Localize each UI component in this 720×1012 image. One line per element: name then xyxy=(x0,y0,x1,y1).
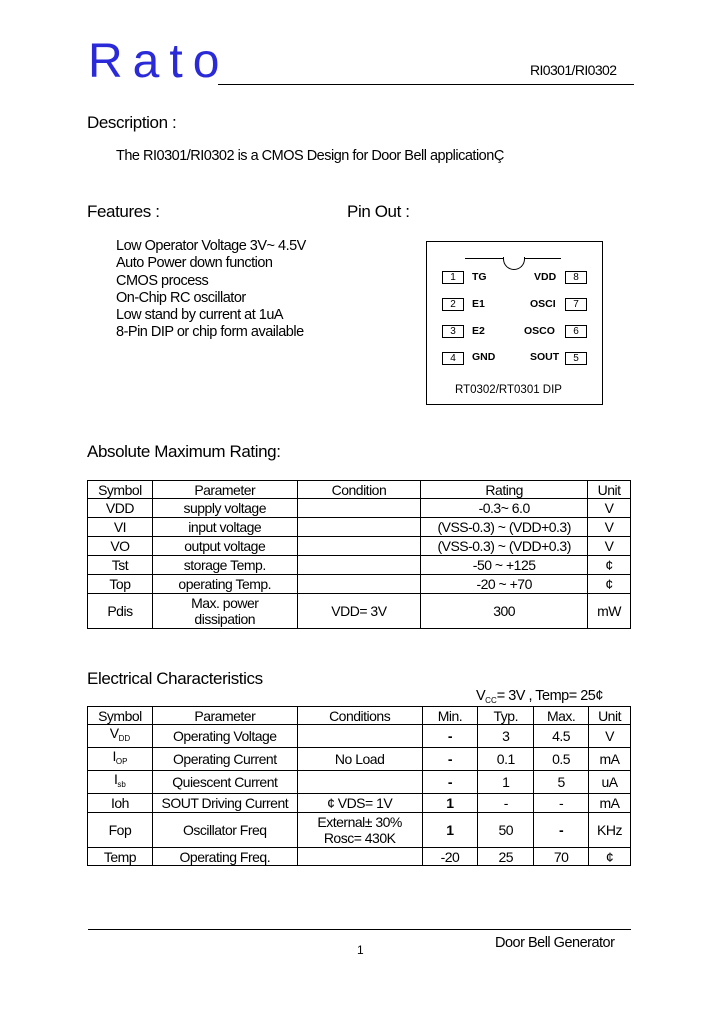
symbol-text: I xyxy=(112,748,116,764)
rating-cell: -0.3~ 6.0 xyxy=(421,499,588,518)
condition-cell xyxy=(297,518,421,537)
parameter-cell: input voltage xyxy=(152,518,297,537)
table-row xyxy=(88,499,631,518)
pin-3-number: 3 xyxy=(442,325,464,338)
pinout-caption: RT0302/RT0301 DIP xyxy=(455,384,562,396)
parameter-cell: Operating Voltage xyxy=(152,725,297,748)
parameter-cell xyxy=(152,594,297,629)
symbol-text: V xyxy=(109,725,119,741)
parameter-cell: Operating Freq. xyxy=(152,848,297,866)
table-row xyxy=(88,848,631,866)
table-header-row xyxy=(88,481,631,499)
header-cell: Condition xyxy=(297,481,421,499)
header-cell: Conditions xyxy=(297,707,422,725)
parameter-cell: Quiescent Current xyxy=(152,771,297,794)
parameter-cell: SOUT Driving Current xyxy=(152,794,297,813)
symbol-cell xyxy=(88,813,153,848)
condition-cell xyxy=(297,499,421,518)
pin-2-label: E1 xyxy=(472,298,485,310)
symbol-cell: VI xyxy=(88,518,153,537)
features-heading: Features : xyxy=(87,202,160,221)
unit-cell: uA xyxy=(589,771,631,794)
symbol-cell: VDD xyxy=(88,499,153,518)
symbol-cell: VO xyxy=(88,537,153,556)
parameter-cell: storage Temp. xyxy=(152,556,297,575)
unit-cell: mA xyxy=(589,748,631,771)
typ-cell: - xyxy=(478,794,534,813)
typ-cell: 50 xyxy=(478,813,534,848)
condition-cell xyxy=(297,575,421,594)
description-text: The RI0301/RI0302 is a CMOS Design for Door Bell applicationÇ xyxy=(116,148,504,164)
rating-cell: (VSS-0.3) ~ (VDD+0.3) xyxy=(421,537,588,556)
header-cell: Parameter xyxy=(152,481,297,499)
symbol-cell xyxy=(88,848,153,866)
symbol-text: I xyxy=(114,771,118,787)
header-cell: Max. xyxy=(534,707,589,725)
part-number: RI0301/RI0302 xyxy=(530,62,617,78)
symbol-text: Temp xyxy=(103,848,137,865)
parameter-line: Max. power xyxy=(191,595,259,611)
pin-4-label: GND xyxy=(472,351,496,363)
pin-2-number: 2 xyxy=(442,298,464,311)
parameter-cell: operating Temp. xyxy=(152,575,297,594)
pin-5-number: 5 xyxy=(565,352,587,365)
typ-cell: 1 xyxy=(478,771,534,794)
unit-cell: mW xyxy=(588,594,631,629)
conditions-cell xyxy=(297,848,422,866)
feature-item: 8-Pin DIP or chip form available xyxy=(116,324,304,341)
condition-cell xyxy=(297,556,421,575)
conditions-line: External± 30% xyxy=(317,814,402,830)
test-conditions xyxy=(476,688,603,705)
symbol-text: Ioh xyxy=(110,795,129,811)
electrical-table xyxy=(87,706,631,866)
features-list xyxy=(116,238,306,342)
pin-6-label: OSCO xyxy=(524,325,555,337)
min-cell: - xyxy=(422,748,478,771)
typ-cell: 0.1 xyxy=(478,748,534,771)
parameter-cell: output voltage xyxy=(152,537,297,556)
feature-item: Low Operator Voltage 3V~ 4.5V xyxy=(116,238,306,254)
conditions-cell: ¢ VDS= 1V xyxy=(297,794,422,813)
table-row xyxy=(88,748,631,771)
header-cell: Typ. xyxy=(478,707,534,725)
parameter-line: dissipation xyxy=(194,611,256,627)
max-cell: 4.5 xyxy=(534,725,589,748)
header-cell: Parameter xyxy=(152,707,297,725)
test-conditions-suffix: = 3V , Temp= 25¢ xyxy=(496,688,603,704)
header-cell: Min. xyxy=(422,707,478,725)
pin-8-number: 8 xyxy=(565,271,587,284)
unit-cell: V xyxy=(588,499,631,518)
max-cell: - xyxy=(534,813,589,848)
abs-max-table xyxy=(87,480,631,629)
conditions-cell: No Load xyxy=(297,748,422,771)
header-cell: Unit xyxy=(589,707,631,725)
min-cell: - xyxy=(422,725,478,748)
conditions-cell xyxy=(297,813,422,848)
table-row xyxy=(88,518,631,537)
rating-cell: -20 ~ +70 xyxy=(421,575,588,594)
rating-cell: -50 ~ +125 xyxy=(421,556,588,575)
min-cell: - xyxy=(422,771,478,794)
conditions-line: Rosc= 430K xyxy=(323,830,396,846)
feature-item: On-Chip RC oscillator xyxy=(116,289,246,306)
symbol-cell: Tst xyxy=(88,556,153,575)
rating-cell: (VSS-0.3) ~ (VDD+0.3) xyxy=(421,518,588,537)
max-cell: 5 xyxy=(534,771,589,794)
parameter-cell: Operating Current xyxy=(152,748,297,771)
min-cell: -20 xyxy=(422,848,478,866)
pin-8-label: VDD xyxy=(534,271,557,283)
unit-cell: mA xyxy=(589,794,631,813)
footer-title: Door Bell Generator xyxy=(495,935,615,951)
symbol-cell: Pdis xyxy=(88,594,153,629)
pin-4-number: 4 xyxy=(442,352,464,365)
test-conditions-prefix: V xyxy=(476,688,486,704)
header-cell: Symbol xyxy=(88,707,153,725)
max-cell: 0.5 xyxy=(534,748,589,771)
typ-cell: 3 xyxy=(478,725,534,748)
company-logo: Rato xyxy=(88,35,230,88)
max-cell: - xyxy=(534,794,589,813)
symbol-cell xyxy=(88,794,153,813)
table-row xyxy=(88,725,631,748)
feature-item: CMOS process xyxy=(116,272,209,289)
table-row xyxy=(88,813,631,848)
footer-rule xyxy=(88,929,631,930)
symbol-cell xyxy=(88,748,153,771)
page-number: 1 xyxy=(357,943,364,957)
table-row xyxy=(88,771,631,794)
abs-max-heading: Absolute Maximum Rating: xyxy=(87,442,281,461)
pin-1-label: TG xyxy=(472,271,487,283)
table-row xyxy=(88,575,631,594)
min-cell: 1 xyxy=(422,794,478,813)
pin-1-number: 1 xyxy=(442,271,464,284)
unit-cell: KHz xyxy=(589,813,631,848)
symbol-cell: Top xyxy=(88,575,153,594)
feature-item: Auto Power down function xyxy=(116,255,273,272)
parameter-cell: Oscillator Freq xyxy=(152,813,297,848)
max-cell: 70 xyxy=(534,848,589,866)
header-cell: Unit xyxy=(588,481,631,499)
condition-cell: VDD= 3V xyxy=(297,594,421,629)
table-row xyxy=(88,556,631,575)
table-row xyxy=(88,794,631,813)
pin-7-number: 7 xyxy=(565,298,587,311)
pin-5-label: SOUT xyxy=(530,351,560,363)
description-heading: Description : xyxy=(87,113,177,132)
electrical-heading: Electrical Characteristics xyxy=(87,669,263,688)
table-row xyxy=(88,594,631,629)
unit-cell: V xyxy=(588,537,631,556)
typ-cell: 25 xyxy=(478,848,534,866)
symbol-subscript: DD xyxy=(118,734,131,743)
header-cell: Rating xyxy=(421,481,588,499)
symbol-subscript: OP xyxy=(115,757,128,766)
symbol-text: Fop xyxy=(108,822,132,838)
conditions-cell xyxy=(297,771,422,794)
unit-cell: V xyxy=(589,725,631,748)
pinout-heading: Pin Out : xyxy=(347,202,410,221)
rating-cell: 300 xyxy=(421,594,588,629)
min-cell: 1 xyxy=(422,813,478,848)
feature-item: Low stand by current at 1uA xyxy=(116,307,284,324)
table-header-row xyxy=(88,707,631,725)
pin-6-number: 6 xyxy=(565,325,587,338)
unit-cell: V xyxy=(588,518,631,537)
test-conditions-sub: CC xyxy=(485,696,497,705)
unit-cell: ¢ xyxy=(588,575,631,594)
parameter-cell: supply voltage xyxy=(152,499,297,518)
unit-cell: ¢ xyxy=(589,848,631,866)
pin-7-label: OSCI xyxy=(530,298,556,310)
symbol-cell xyxy=(88,771,153,794)
table-row xyxy=(88,537,631,556)
unit-cell: ¢ xyxy=(588,556,631,575)
pin-3-label: E2 xyxy=(472,325,485,337)
header-cell: Symbol xyxy=(88,481,153,499)
conditions-cell xyxy=(297,725,422,748)
symbol-cell xyxy=(88,725,153,748)
header-rule xyxy=(218,84,634,85)
symbol-subscript: sb xyxy=(117,780,126,789)
condition-cell xyxy=(297,537,421,556)
